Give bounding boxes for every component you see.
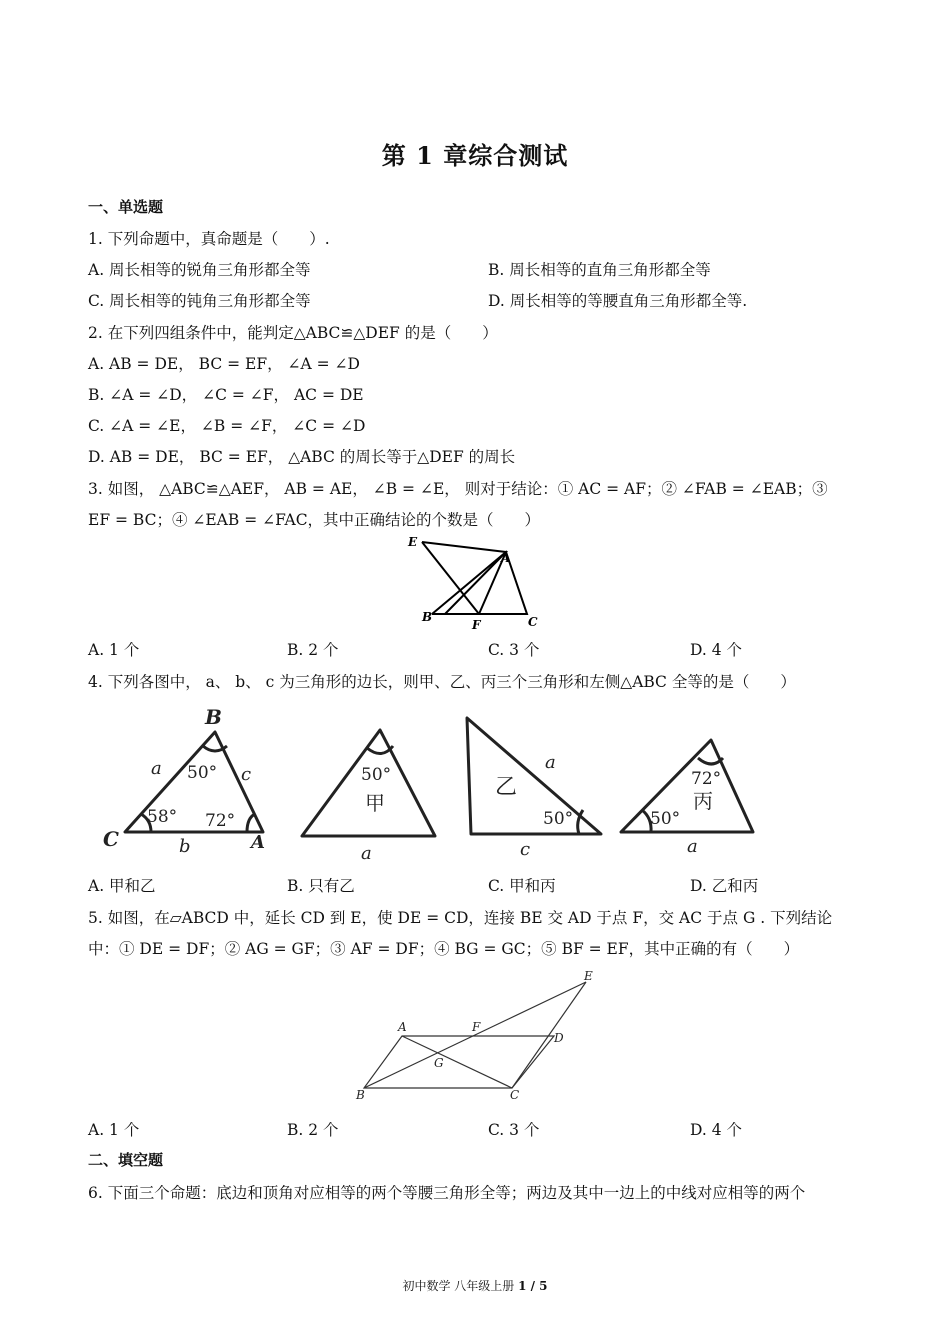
q4-abc-label-b: B xyxy=(205,705,222,729)
footer-page-number: 1 / 5 xyxy=(518,1279,548,1293)
q3-segment-ef xyxy=(422,542,479,614)
q3-option-a: A. 1 个 xyxy=(88,641,140,659)
q1-option-b: B. 周长相等的直角三角形都全等 xyxy=(488,261,711,279)
q4-option-d: D. 乙和丙 xyxy=(690,877,759,895)
q3-label-c: C xyxy=(528,615,538,629)
q5-segment-be xyxy=(364,982,586,1088)
q5-segment-de xyxy=(512,982,586,1088)
q4-bing-name: 丙 xyxy=(693,789,713,813)
q2-stem: 2. 在下列四组条件中，能判定△ABC≌△DEF 的是（ ） xyxy=(88,324,498,342)
footer-text: 初中数学 八年级上册 xyxy=(402,1279,519,1293)
q5-label-a: A xyxy=(398,1020,407,1034)
q4-abc-angle-c: 58° xyxy=(147,807,178,827)
q5-parallelogram-abcd xyxy=(364,1036,554,1088)
q3-figure xyxy=(400,532,550,632)
q5-stem-line1: 5. 如图，在▱ABCD 中，延长 CD 到 E，使 DE = CD，连接 BE 交 AD 于点 F，交 AC 于点 G . 下列结论 xyxy=(88,909,833,927)
q4-abc-label-c: C xyxy=(103,827,119,851)
q4-yi-side-a: a xyxy=(545,752,556,773)
q3-label-a: A xyxy=(501,551,511,565)
q4-jia-side: a xyxy=(361,843,372,864)
q5-option-c: C. 3 个 xyxy=(488,1121,540,1139)
q5-label-g: G xyxy=(434,1056,444,1070)
q3-triangle-aef xyxy=(422,542,506,614)
section-heading-single-choice: 一、单选题 xyxy=(88,198,164,216)
q4-abc-angle-a-arc xyxy=(247,814,255,832)
q4-bing-angle-top: 72° xyxy=(691,769,722,789)
q5-stem-line2: 中：① DE = DF；② AG = GF；③ AF = DF；④ BG = GC；⑤ BF = EF，其中正确的有（ ） xyxy=(88,940,800,958)
q4-abc-angle-b: 50° xyxy=(187,763,218,783)
q4-abc-side-c: c xyxy=(241,764,252,785)
q4-figures xyxy=(95,700,775,865)
q1-option-a: A. 周长相等的锐角三角形都全等 xyxy=(88,261,311,279)
q4-abc-label-a: A xyxy=(251,832,265,853)
q3-stem-line2: EF = BC；④ ∠EAB = ∠FAC，其中正确结论的个数是（ ） xyxy=(88,511,541,529)
q4-bing-side: a xyxy=(687,836,698,857)
q4-yi-side-c: c xyxy=(520,839,531,860)
q2-option-d: D. AB = DE， BC = EF， △ABC 的周长等于△DEF 的周长 xyxy=(88,448,516,466)
q2-option-c: C. ∠A = ∠E， ∠B = ∠F， ∠C = ∠D xyxy=(88,417,366,435)
q4-abc-side-a: a xyxy=(151,758,162,779)
q5-label-e: E xyxy=(584,969,593,983)
q4-option-c: C. 甲和丙 xyxy=(488,877,556,895)
q4-bing-angle-left: 50° xyxy=(650,809,681,829)
q4-yi-name: 乙 xyxy=(495,775,518,800)
q1-stem: 1. 下列命题中，真命题是（ ）. xyxy=(88,230,330,248)
q4-stem: 4. 下列各图中， a、 b、 c 为三角形的边长，则甲、乙、丙三个三角形和左侧△ABC 全等的是（ ） xyxy=(88,673,796,691)
q3-option-b: B. 2 个 xyxy=(287,641,339,659)
q5-option-b: B. 2 个 xyxy=(287,1121,339,1139)
q3-label-f: F xyxy=(472,618,481,632)
q4-jia-name: 甲 xyxy=(365,791,385,815)
q3-triangle-abc xyxy=(432,552,527,614)
q3-option-c: C. 3 个 xyxy=(488,641,540,659)
q3-label-e: E xyxy=(408,535,418,549)
q4-abc-side-b: b xyxy=(179,836,191,857)
q2-option-a: A. AB = DE， BC = EF， ∠A = ∠D xyxy=(88,355,360,373)
q6-stem: 6. 下面三个命题：底边和顶角对应相等的两个等腰三角形全等；两边及其中一边上的中线对应相等的两个 xyxy=(88,1184,806,1202)
q4-triangle-bing xyxy=(621,740,753,832)
q2-option-b: B. ∠A = ∠D， ∠C = ∠F， AC = DE xyxy=(88,386,364,404)
q4-option-b: B. 只有乙 xyxy=(287,877,355,895)
section-heading-fill-blank: 二、填空题 xyxy=(88,1151,164,1169)
q5-label-b: B xyxy=(356,1088,365,1102)
q3-label-b: B xyxy=(422,610,433,624)
q4-option-a: A. 甲和乙 xyxy=(88,877,156,895)
q5-label-d: D xyxy=(554,1031,564,1045)
q1-option-d: D. 周长相等的等腰直角三角形都全等. xyxy=(488,292,748,310)
q1-option-c: C. 周长相等的钝角三角形都全等 xyxy=(88,292,311,310)
q4-jia-angle: 50° xyxy=(361,765,392,785)
q5-label-c: C xyxy=(510,1088,520,1102)
q3-stem-line1: 3. 如图， △ABC≌△AEF， AB = AE， ∠B = ∠E， 则对于结论：① AC = AF；② ∠FAB = ∠EAB；③ xyxy=(88,480,828,498)
q5-option-d: D. 4 个 xyxy=(690,1121,743,1139)
q5-label-f: F xyxy=(472,1020,481,1034)
q4-yi-angle: 50° xyxy=(543,809,574,829)
q5-option-a: A. 1 个 xyxy=(88,1121,140,1139)
page-footer xyxy=(0,1277,950,1294)
q3-option-d: D. 4 个 xyxy=(690,641,743,659)
q5-figure xyxy=(350,968,610,1108)
q4-abc-angle-a: 72° xyxy=(205,811,236,831)
page-title: 第 1 章综合测试 xyxy=(381,141,569,170)
